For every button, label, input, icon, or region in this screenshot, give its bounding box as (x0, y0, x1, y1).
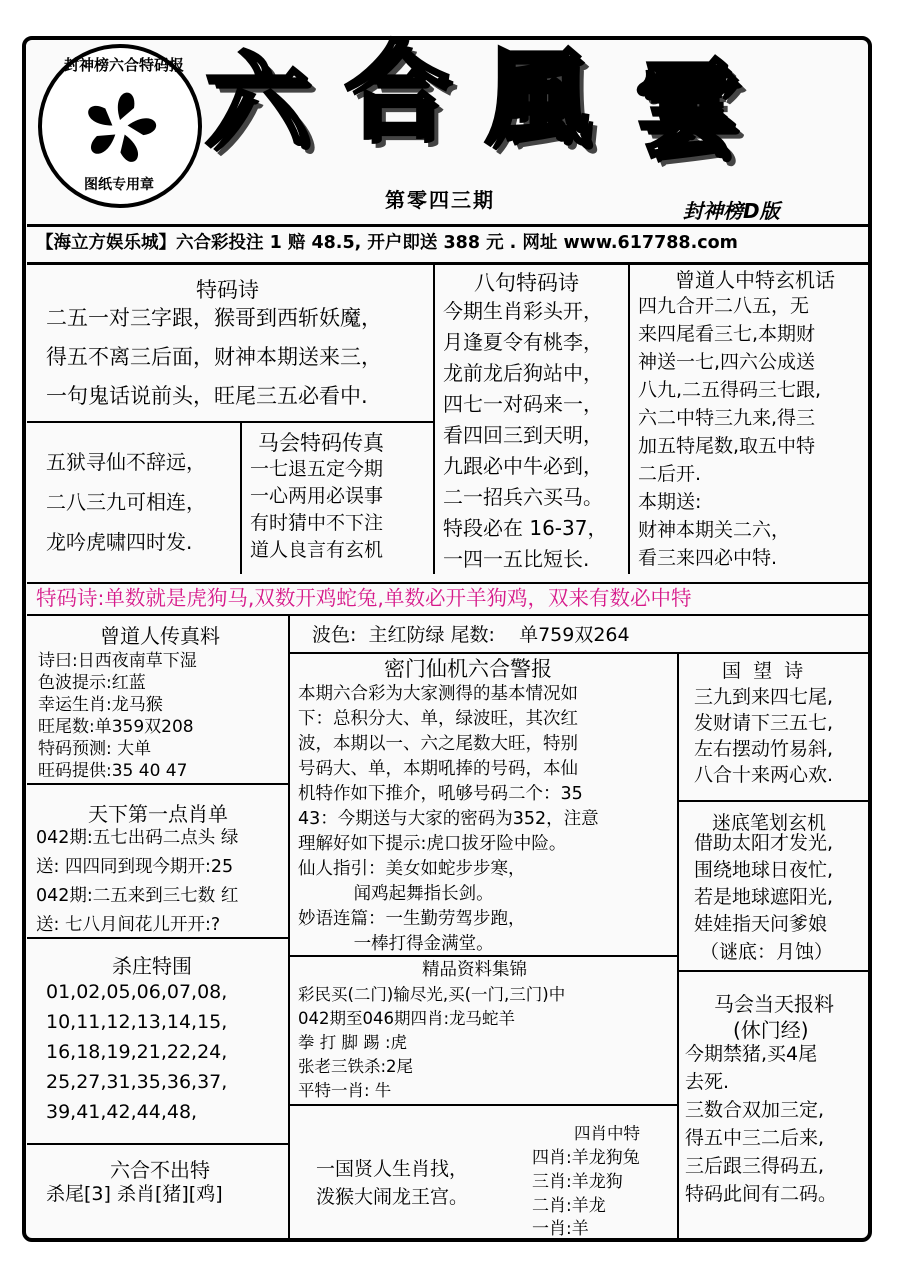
yi-guo-line: 一国贤人生肖找， (316, 1158, 469, 1180)
tian-xia-line: 送: 四四同到现今期开:25 (36, 857, 234, 877)
zdrcz-line: 特码预测: 大单 (38, 739, 152, 759)
mhcz-line: 一七退五定今期 (250, 458, 384, 480)
si-xiao-line: 二肖:羊龙 (532, 1196, 606, 1216)
ba-ju-line: 特段必在 16-37， (443, 516, 608, 540)
mi-men-line: 一棒打得金满堂。 (298, 934, 494, 954)
zeng-dao-ren-hua-title: 曾道人中特玄机话 (675, 268, 835, 292)
stamp-bottom-text: 图纸专用章 (84, 177, 154, 193)
liu-he-bu-chu-title: 六合不出特 (110, 1158, 210, 1182)
mi-men-line: 闻鸡起舞指长剑。 (298, 884, 494, 904)
mi-di-line: 娃娃指天问爹娘 (694, 913, 828, 935)
tian-xia-line: 042期:五七出码二点头 绿 (36, 828, 239, 848)
ba-ju-line: 龙前龙后狗站中， (443, 361, 603, 385)
guo-wang-line: 三九到来四七尾, (694, 686, 834, 708)
si-xiao-title: 四肖中特 (574, 1124, 640, 1143)
sha-zhuang-line: 39,41,42,44,48, (46, 1101, 198, 1123)
mhcz-line: 一心两用必误事 (250, 485, 384, 507)
ba-ju-line: 四七一对码来一， (443, 392, 603, 416)
mi-men-line: 理解好如下提示:虎口拔牙险中险。 (298, 834, 567, 854)
zdrcz-line: 旺尾数:单359双208 (38, 717, 194, 737)
mhdt-line: 三数合双加三定, (685, 1099, 825, 1121)
mhdt-line: 三后跟三得码五, (685, 1155, 825, 1177)
te-ma-shi-title: 特码诗 (196, 278, 259, 302)
zdr-line: 加五特尾数,取五中特 (638, 435, 816, 457)
te-ma-shi-line-3: 一句鬼话说前头，旺尾三五必看中. (46, 384, 368, 408)
zdrcz-line: 旺码提供:35 40 47 (38, 761, 188, 781)
tian-xia-line: 送: 七八月间花儿开开:? (36, 915, 221, 935)
tian-xia-title: 天下第一点肖单 (88, 802, 228, 826)
mhdt-line: 特码此间有二码。 (685, 1183, 838, 1205)
ba-ju-line: 九跟必中牛必到， (443, 454, 603, 478)
zdr-line: 八九,二五得码三七跟, (638, 379, 822, 401)
sha-zhuang-line: 10,11,12,13,14,15, (46, 1011, 228, 1033)
ba-ju-line: 一四一五比短长. (443, 547, 590, 571)
mi-di-line: 若是地球遮阳光, (694, 886, 834, 908)
jing-pin-line: 张老三铁杀:2尾 (298, 1057, 414, 1076)
sha-zhuang-line: 25,27,31,35,36,37, (46, 1071, 228, 1093)
zdr-line: 四九合开二八五，无 (638, 295, 810, 317)
mhcz-line: 有时猜中不下注 (250, 512, 384, 534)
mi-men-line: 43：今期送与大家的密码为352，注意 (298, 809, 599, 829)
tian-xia-line: 042期:二五来到三七数 红 (36, 886, 239, 906)
zdrcz-line: 色波提示:红蓝 (38, 673, 146, 693)
zdr-line: 二后开. (638, 463, 702, 485)
mi-men-line: 本期六合彩为大家测得的基本情况如 (298, 684, 578, 704)
mhdt-line: 今期禁猪,买4尾 (685, 1043, 818, 1065)
jing-pin-line: 042期至046期四肖:龙马蛇羊 (298, 1009, 516, 1028)
mi-men-line: 机特作如下推介，吼够号码二个：35 (298, 784, 583, 804)
zdr-line: 看三来四必中特. (638, 547, 778, 569)
zdrcz-line: 幸运生肖:龙马猴 (38, 695, 163, 715)
liu-he-bu-chu-line: 杀尾[3] 杀肖[猪][鸡] (46, 1183, 223, 1205)
sha-zhuang-title: 杀庄特围 (112, 954, 192, 978)
mi-di-line: 围绕地球日夜忙, (694, 859, 834, 881)
jing-pin-line: 平特一肖: 牛 (298, 1081, 392, 1100)
title-char-1: 六 (205, 40, 312, 163)
ma-hui-chuan-zhen-title: 马会特码传真 (258, 431, 384, 455)
mi-di-answer: （谜底：月蚀） (700, 941, 834, 963)
ma-hui-dang-tian-title: 马会当天报料 (714, 992, 834, 1016)
mi-men-line: 号码大、单，本期吼捧的号码，本仙 (298, 759, 578, 779)
yi-guo-line: 泼猴大闹龙王宫。 (316, 1186, 469, 1208)
guo-wang-line: 八合十来两心欢. (694, 764, 834, 786)
seal-stamp (38, 44, 202, 208)
guo-wang-title: 国 望 诗 (722, 660, 804, 682)
title-char-4: 雲 (635, 48, 742, 171)
zdr-line: 本期送: (638, 491, 702, 513)
mi-men-title: 密门仙机六合警报 (384, 657, 552, 681)
ba-ju-line: 看四回三到天明， (443, 423, 603, 447)
jing-pin-line: 拳 打 脚 踢 :虎 (298, 1033, 408, 1052)
mi-men-line: 妙语连篇：一生勤劳驾步跑， (298, 909, 526, 929)
te-ma-shi-line-2: 得五不离三后面，财神本期送来三， (46, 345, 382, 369)
wu-yu-line: 五狱寻仙不辞远， (46, 450, 206, 474)
mi-di-title: 迷底笔划玄机 (712, 812, 827, 834)
ba-ju-line: 月逢夏令有桃李， (443, 330, 603, 354)
title-char-3: 風 (485, 36, 592, 159)
banner-text: 特码诗:单数就是虎狗马,双数开鸡蛇兔,单数必开羊狗鸡，双来有数必中特 (36, 586, 692, 610)
ba-ju-title: 八句特码诗 (474, 271, 579, 295)
zeng-dao-ren-chuan-zhen-title: 曾道人传真料 (100, 624, 220, 648)
ba-ju-line: 二一招兵六买马。 (443, 485, 603, 509)
si-xiao-line: 三肖:羊龙狗 (532, 1172, 623, 1192)
bo-se-line: 波色: 主红防绿 尾数: 单759双264 (312, 624, 630, 646)
mi-men-line: 下：总积分大、单，绿波旺，其次红 (298, 709, 578, 729)
mhdt-line: 去死. (685, 1071, 730, 1093)
te-ma-shi-line-1: 二五一对三字跟，猴哥到西斩妖魔， (46, 306, 382, 330)
sha-zhuang-line: 16,18,19,21,22,24, (46, 1041, 228, 1063)
edition-label: 封神榜D版 (683, 199, 780, 223)
title-char-2: 合 (345, 30, 452, 153)
zdrcz-line: 诗曰:日西夜南草下湿 (38, 651, 197, 671)
mhdt-line: 得五中三二后来, (685, 1127, 825, 1149)
guo-wang-line: 左右摆动竹易斜, (694, 738, 834, 760)
wu-yu-line: 二八三九可相连， (46, 490, 206, 514)
zdr-line: 财神本期关二六， (638, 519, 791, 541)
stamp-top-text: 封神榜六合特码报 (64, 56, 185, 74)
si-xiao-line: 一肖:羊 (532, 1219, 589, 1239)
zdr-line: 来四尾看三七,本期财 (638, 323, 816, 345)
mi-men-line: 仙人指引：美女如蛇步步寒， (298, 859, 526, 879)
mi-di-line: 借助太阳才发光, (694, 832, 834, 854)
sha-zhuang-line: 01,02,05,06,07,08, (46, 981, 228, 1003)
mi-men-line: 波，本期以一、六之尾数大旺，特别 (298, 734, 578, 754)
issue-number: 第零四三期 (385, 188, 495, 212)
mhcz-line: 道人良言有玄机 (250, 539, 384, 561)
jing-pin-line: 彩民买(二门)输尽光,买(一门,三门)中 (298, 985, 566, 1004)
ma-hui-dang-tian-subtitle: (休门经) (733, 1018, 809, 1042)
jing-pin-title: 精品资料集锦 (422, 960, 527, 980)
zdr-line: 神送一七,四六公成送 (638, 351, 816, 373)
zdr-line: 六二中特三九来,得三 (638, 407, 816, 429)
ba-ju-line: 今期生肖彩头开， (443, 299, 603, 323)
ad-line: 【海立方娱乐城】六合彩投注 1 赔 48.5, 开户即送 388 元 . 网址 www.617788.com (36, 233, 738, 253)
wu-yu-line: 龙吟虎啸四时发. (46, 530, 193, 554)
guo-wang-line: 发财请下三五七, (694, 712, 834, 734)
si-xiao-line: 四肖:羊龙狗兔 (532, 1148, 640, 1168)
